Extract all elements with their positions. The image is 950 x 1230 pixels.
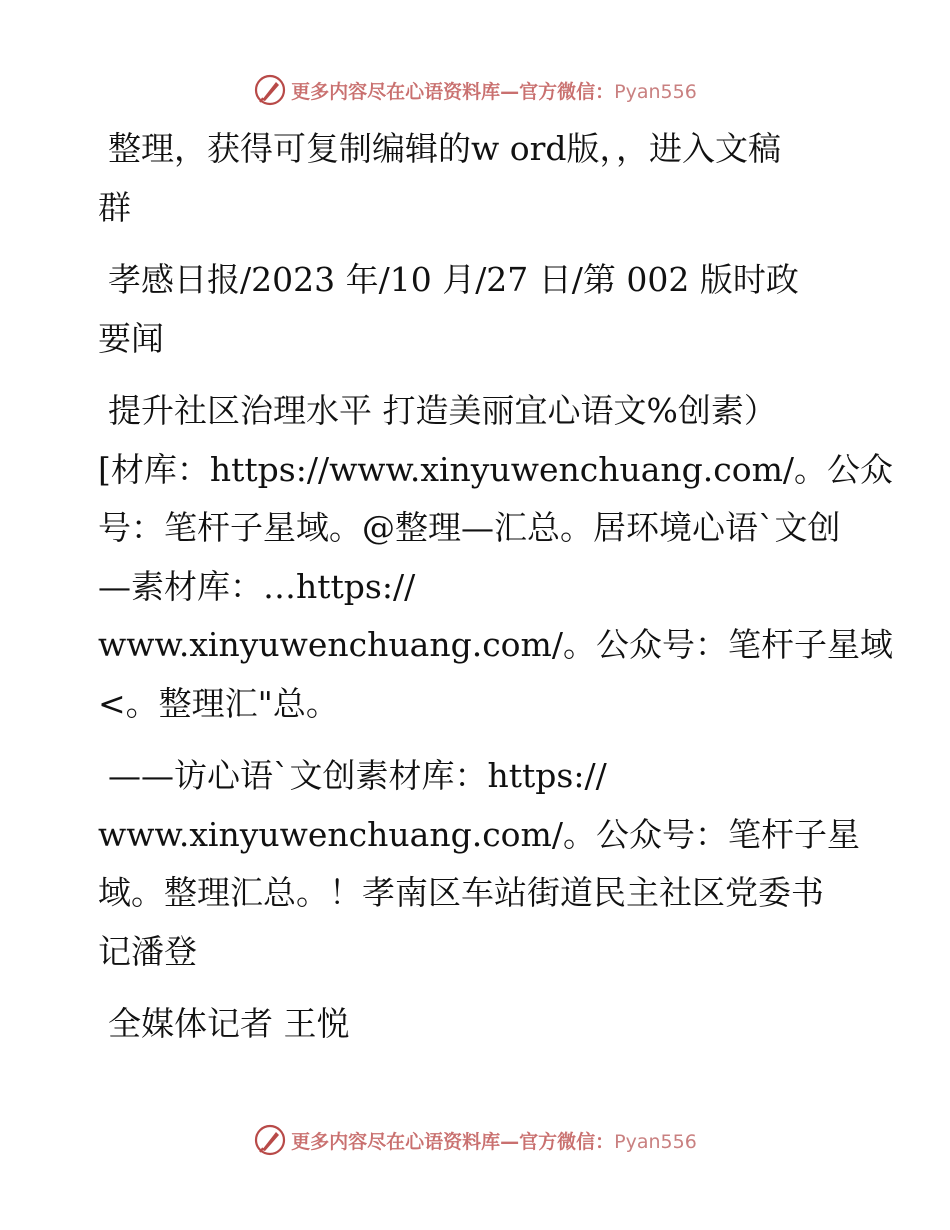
text-line: 要闻 — [98, 318, 164, 358]
watermark-footer — [0, 1120, 950, 1160]
quill-pen-logo-icon — [253, 73, 287, 107]
watermark-text: 更多内容尽在心语资料库—官方微信：Pyan556 — [291, 80, 697, 103]
text-line: 整理，获得可复制编辑的w ord版，，进入文稿 — [108, 129, 782, 168]
text-line: —素材库：…https:// — [98, 566, 416, 606]
paragraph-intro — [98, 120, 858, 237]
text-line: 全媒体记者 王悦 — [108, 1004, 350, 1043]
text-line: www.xinyuwenchuang.com/。公众号：笔杆子星域 — [98, 625, 893, 664]
text-line: 记潘登 — [98, 931, 197, 971]
watermark-wechat-id: Pyan556 — [614, 80, 697, 103]
text-line: 号：笔杆子星域。@整理—汇总。居环境心语`文创 — [98, 508, 841, 547]
paragraph-source — [98, 251, 858, 368]
quill-pen-logo-icon — [253, 1123, 287, 1157]
paragraph-subheadline — [98, 747, 858, 981]
text-line: 提升社区治理水平 打造美丽宜心语文%创素） — [108, 391, 777, 430]
paragraph-byline — [98, 995, 858, 1054]
paragraph-headline — [98, 382, 894, 733]
text-line: 群 — [98, 187, 131, 227]
text-line: 域。整理汇总。！孝南区车站街道民主社区党委书 — [98, 873, 824, 912]
text-line: ——访心语`文创素材库：https:// — [108, 756, 607, 795]
watermark-wechat-id: Pyan556 — [614, 1130, 697, 1153]
text-line: <。整理汇"总。 — [98, 683, 339, 723]
text-line: 孝感日报/2023 年/10 月/27 日/第 002 版时政 — [108, 260, 799, 299]
text-line: www.xinyuwenchuang.com/。公众号：笔杆子星 — [98, 814, 860, 854]
text-line: [材库：https://www.xinyuwenchuang.com/。公众 — [98, 449, 894, 489]
watermark-text: 更多内容尽在心语资料库—官方微信：Pyan556 — [291, 1130, 697, 1153]
watermark-header — [0, 70, 950, 110]
document-body — [98, 120, 894, 1068]
